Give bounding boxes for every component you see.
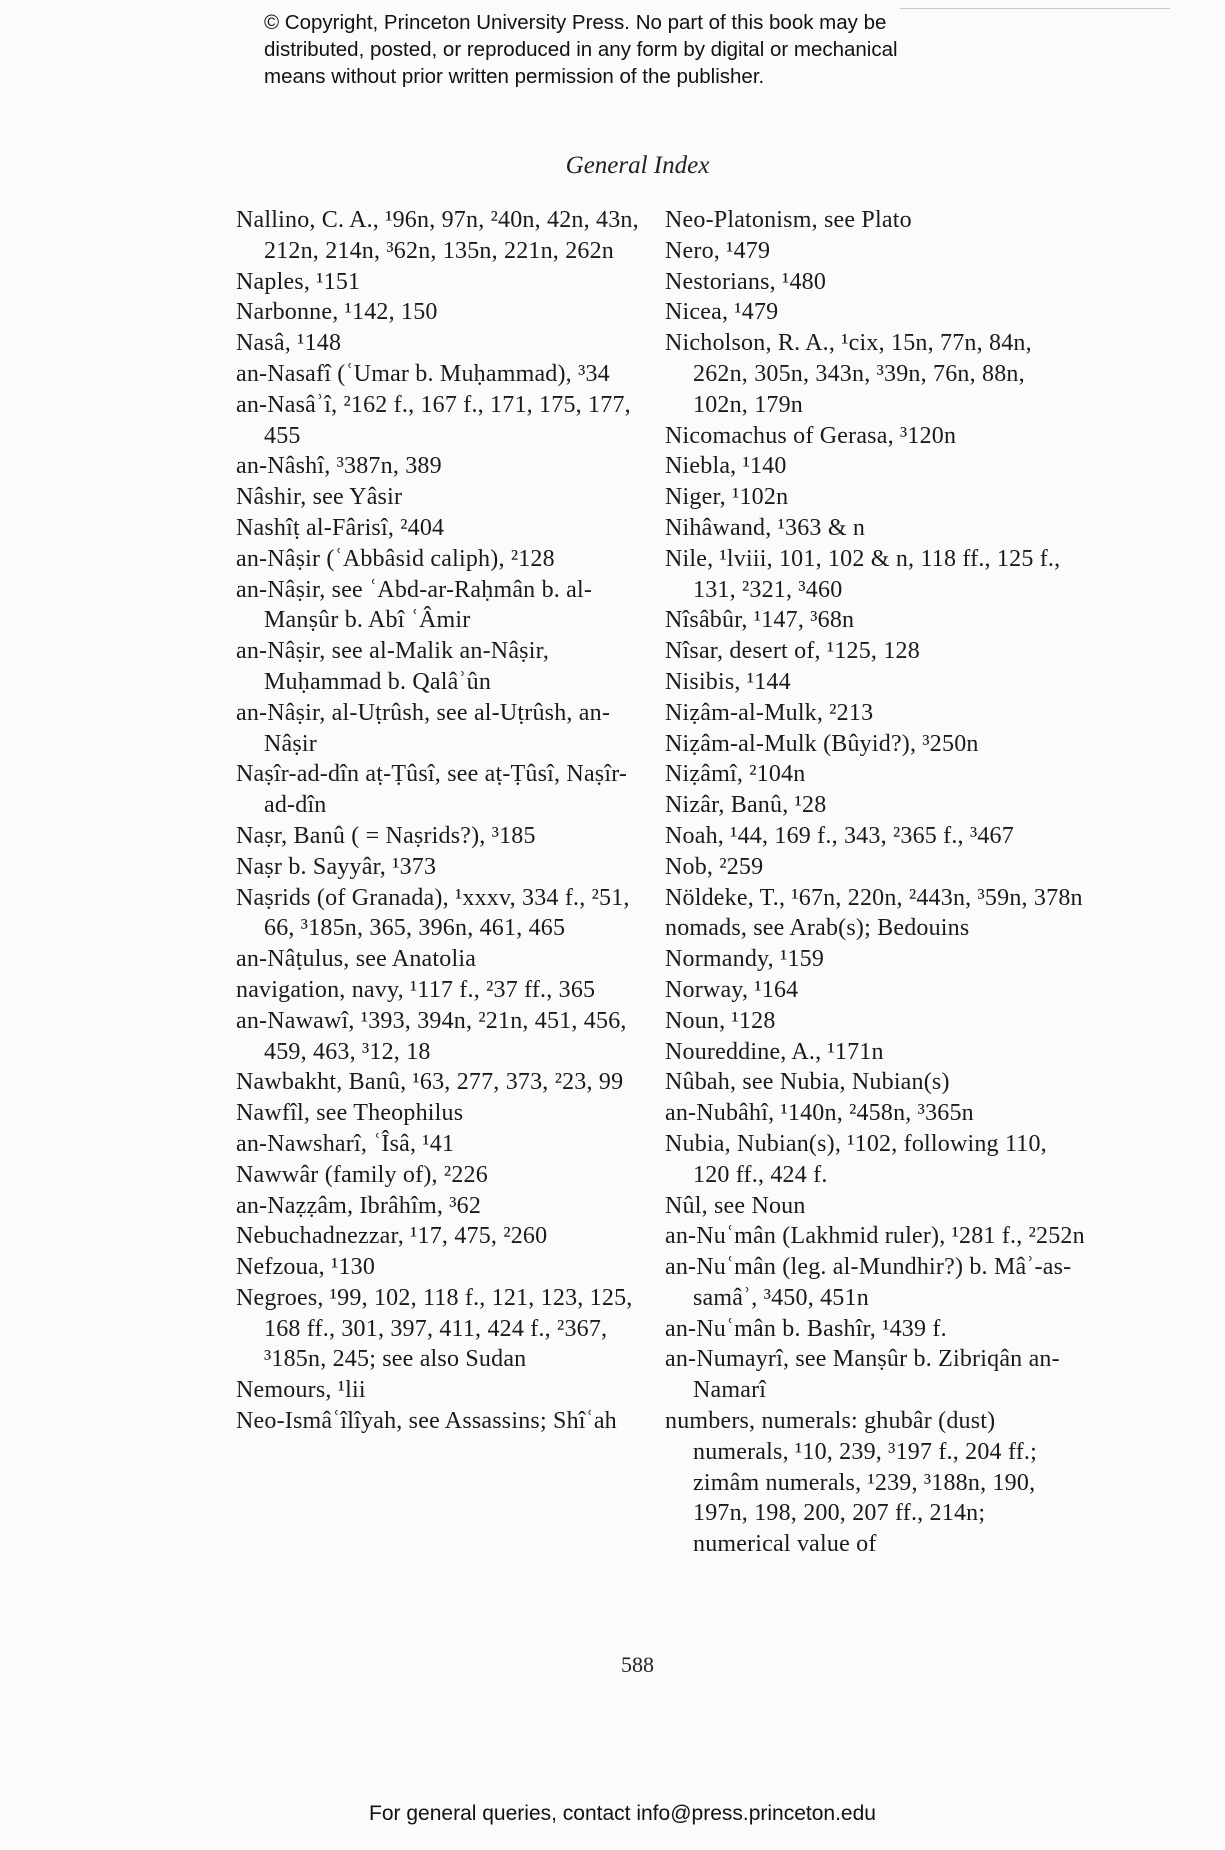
index-entry: Nubia, Nubian(s), ¹102, following 110, 120 ff., 424 f. [665, 1130, 1047, 1188]
index-entry: Noun, ¹128 [665, 1007, 776, 1034]
index-entry: Niebla, ¹140 [665, 453, 787, 480]
running-head: General Index [565, 152, 710, 179]
index-entry: Nûl, see Noun [665, 1192, 806, 1219]
index-entry: an-Nâshî, ³387n, 389 [236, 453, 442, 480]
index-entry: an-Nubâhî, ¹140n, ²458n, ³365n [665, 1100, 974, 1127]
index-entry: an-Naẓẓâm, Ibrâhîm, ³62 [236, 1192, 482, 1219]
index-entry: Naṣr b. Sayyâr, ¹373 [236, 853, 437, 880]
index-entry: an-Nawawî, ¹393, 394n, ²21n, 451, 456, 459, 463, ³12, 18 [236, 1007, 627, 1065]
index-entry: Nawfîl, see Theophilus [236, 1100, 464, 1127]
index-column-left [236, 205, 646, 1437]
index-entry: an-Nâṣir, see ʿAbd-ar-Raḥmân b. al-Manṣûr b. Abî ʿÂmir [236, 576, 593, 634]
index-entry: numbers, numerals: ghubâr (dust) numerals, ¹10, 239, ³197 f., 204 ff.; zimâm numerals, ¹239, ³188n, 190, 197n, 198, 200, 207 ff., 214n; numerical value of [665, 1408, 1037, 1558]
index-entry: Nawbakht, Banû, ¹63, 277, 373, ²23, 99 [236, 1069, 624, 1096]
copyright-line-3: means without prior written permission of the publisher. [264, 65, 765, 88]
index-entry: Nero, ¹479 [665, 237, 771, 264]
index-entry: an-Nuʿmân (leg. al-Mundhir?) b. Mâʾ-as-samâʾ, ³450, 451n [665, 1254, 1072, 1311]
index-entry: an-Nâṭulus, see Anatolia [236, 946, 477, 973]
copyright-line-2: distributed, posted, or reproduced in any form by digital or mechanical [264, 38, 898, 61]
index-entry: Noah, ¹44, 169 f., 343, ²365 f., ³467 [665, 822, 1014, 849]
footer-contact: For general queries, contact info@press.princeton.edu [369, 1802, 876, 1825]
index-entry: Nebuchadnezzar, ¹17, 475, ²260 [236, 1223, 548, 1250]
index-entry: Nemours, ¹lii [236, 1377, 366, 1404]
index-entry: Naples, ¹151 [236, 268, 361, 295]
index-entry: Nefzoua, ¹130 [236, 1254, 376, 1281]
index-entry: an-Nuʿmân (Lakhmid ruler), ¹281 f., ²252n [665, 1223, 1085, 1250]
index-entry: Naṣîr-ad-dîn aṭ-Ṭûsî, see aṭ-Ṭûsî, Naṣîr-ad-dîn [236, 761, 628, 819]
index-entry: Nisibis, ¹144 [665, 668, 791, 695]
index-entry: Naṣr, Banû ( = Naṣrids?), ³185 [236, 822, 536, 849]
index-entry: Nawwâr (family of), ²226 [236, 1161, 488, 1188]
index-entry: an-Nuʿmân b. Bashîr, ¹439 f. [665, 1315, 947, 1342]
copyright-notice [264, 9, 1024, 90]
index-entry: Niẓâm-al-Mulk (Bûyid?), ³250n [665, 730, 979, 757]
index-entry: Niẓâmî, ²104n [665, 761, 806, 788]
index-entry: Nile, ¹lviii, 101, 102 & n, 118 ff., 125 f., 131, ²321, ³460 [665, 545, 1061, 603]
index-entry: an-Nâṣir, see al-Malik an-Nâṣir, Muḥammad b. Qalâʾûn [236, 638, 550, 695]
index-entry: Naṣrids (of Granada), ¹xxxv, 334 f., ²51, 66, ³185n, 365, 396n, 461, 465 [236, 884, 630, 942]
index-entry: Nizâr, Banû, ¹28 [665, 792, 827, 819]
index-entry: Nöldeke, T., ¹67n, 220n, ²443n, ³59n, 378n [665, 884, 1083, 911]
copyright-line-1: © Copyright, Princeton University Press. No part of this book may be [264, 11, 887, 34]
index-entry: Nallino, C. A., ¹96n, 97n, ²40n, 42n, 43n, 212n, 214n, ³62n, 135n, 221n, 262n [236, 207, 639, 264]
index-entry: Nicholson, R. A., ¹cix, 15n, 77n, 84n, 262n, 305n, 343n, ³39n, 76n, 88n, 102n, 179n [665, 330, 1032, 418]
index-entry: Nihâwand, ¹363 & n [665, 514, 866, 541]
index-entry: Nâshir, see Yâsir [236, 484, 403, 511]
index-entry: Nashîṭ al-Fârisî, ²404 [236, 514, 445, 541]
index-entry: Nicea, ¹479 [665, 299, 779, 326]
index-entry: Narbonne, ¹142, 150 [236, 299, 438, 326]
index-entry: an-Nâṣir (ʿAbbâsid caliph), ²128 [236, 545, 555, 572]
index-entry: an-Nasâʾî, ²162 f., 167 f., 171, 175, 177, 455 [236, 391, 631, 449]
index-entry: nomads, see Arab(s); Bedouins [665, 915, 970, 942]
index-entry: Norway, ¹164 [665, 976, 799, 1003]
index-entry: an-Nâṣir, al-Uṭrûsh, see al-Uṭrûsh, an-Nâṣir [236, 699, 611, 757]
index-entry: Niger, ¹102n [665, 484, 789, 511]
index-column-right [665, 205, 1085, 1560]
index-entry: Nicomachus of Gerasa, ³120n [665, 422, 957, 449]
index-entry: Normandy, ¹159 [665, 946, 825, 973]
index-entry: Nob, ²259 [665, 853, 764, 880]
index-entry: Noureddine, A., ¹171n [665, 1038, 884, 1065]
index-entry: Nîsar, desert of, ¹125, 128 [665, 638, 920, 665]
index-entry: an-Nawsharî, ʿÎsâ, ¹41 [236, 1130, 455, 1157]
index-entry: Negroes, ¹99, 102, 118 f., 121, 123, 125, 168 ff., 301, 397, 411, 424 f., ²367, ³185n, 245; see also Sudan [236, 1284, 633, 1373]
index-entry: Nestorians, ¹480 [665, 268, 827, 295]
index-entry: Niẓâm-al-Mulk, ²213 [665, 699, 874, 726]
index-entry: an-Numayrî, see Manṣûr b. Zibriqân an-Namarî [665, 1346, 1060, 1404]
page-number: 588 [621, 1652, 654, 1677]
index-entry: Neo-Ismâʿîlîyah, see Assassins; Shîʿah [236, 1408, 617, 1435]
index-entry: Nîsâbûr, ¹147, ³68n [665, 607, 855, 634]
index-entry: Neo-Platonism, see Plato [665, 207, 912, 233]
index-entry: Nûbah, see Nubia, Nubian(s) [665, 1069, 950, 1096]
index-entry: Nasâ, ¹148 [236, 330, 342, 357]
index-entry: an-Nasafî (ʿUmar b. Muḥammad), ³34 [236, 360, 610, 387]
index-entry: navigation, navy, ¹117 f., ²37 ff., 365 [236, 976, 596, 1003]
